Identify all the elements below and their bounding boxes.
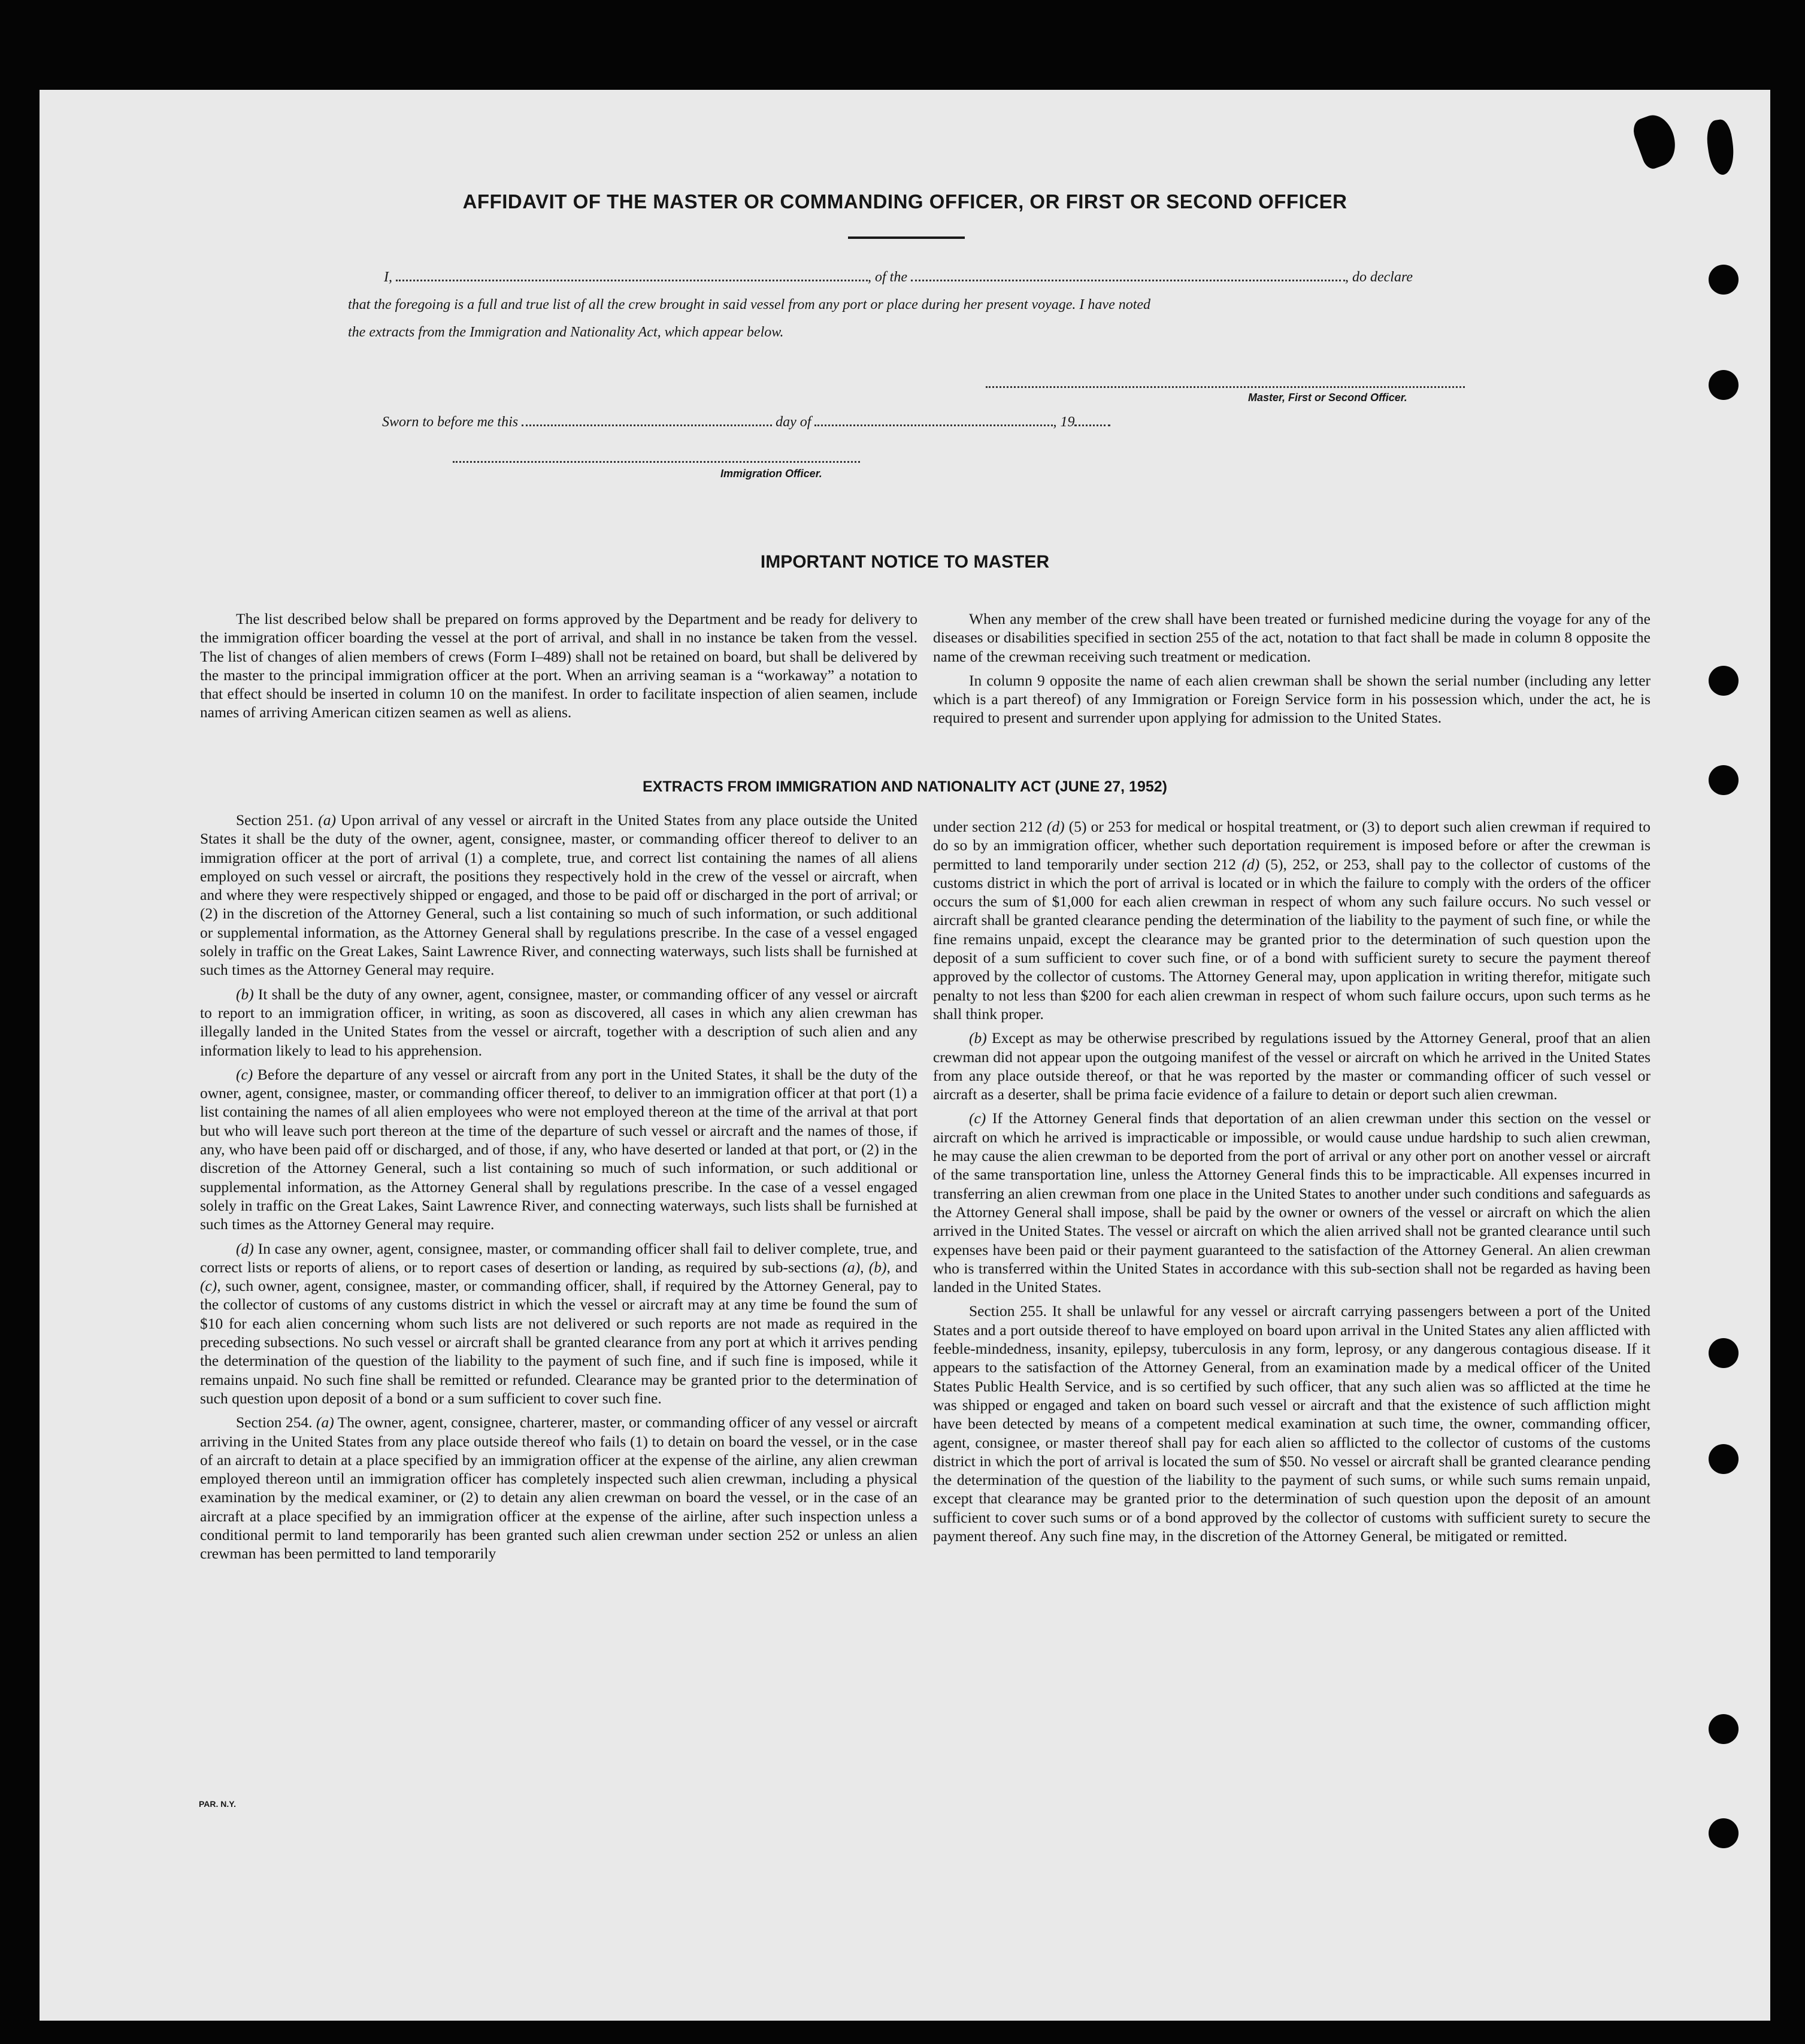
section-254-b [933,1029,1650,1103]
declaration-line-2: that the foregoing is a full and true list of all the crew brought in said vessel from any port or place during her present voyage. I have noted [348,297,1151,313]
sworn-month-field[interactable] [814,420,1053,426]
section-251-b-sub: (b) [236,985,254,1003]
notice-left-paragraph: The list described below shall be prepared on forms approved by the Department and be ready for delivery to the immigration officer boarding the vessel at the port of arrival, and shall in no instance be taken from the vessel. The list of changes of alien members of crews (Form I–489) shall not be retained on board, but shall be delivered by the master to the principal immigration officer at the port. When an arriving seaman is a “workaway” a notation to that effect should be inserted in column 10 on the manifest. In order to facilitate inspection of alien seamen, include names of arriving American citizen seamen as well as aliens. [200,610,917,721]
punch-hole-1 [1709,265,1739,295]
section-254-a-part-2 [933,817,1650,1023]
torn-mark-2 [1704,119,1737,177]
section-254-b-sub: (b) [969,1029,987,1047]
declaration-line-3: the extracts from the Immigration and Nationality Act, which appear below. [348,325,784,340]
immigration-officer-signature-line[interactable] [453,461,860,463]
section-251-d [200,1239,917,1408]
section-254-label: Section 254. [236,1414,313,1432]
section-254-a-cont-2: (5) or 253 for medical or hospital treatment, or (3) to deport such alien crewman if required to do so by an immigration officer, whether such deportation requirement is imposed before or after the crewman is permitted to land temporarily under section 212 [933,818,1651,873]
section-254-a-cont-3: (5), 252, or 253, shall pay to the collector of customs of the customs district in which the port of arrival is located or in which the failure to comply with the orders of the officer occurs the sum of $1,000 for each alien crewman in respect of whom any such failure occurs. No such vessel or aircraft shall be granted clearance pending the determination of the liability to the payment of such fine, or while the fine remains unpaid, except the clearance may be granted prior to the determination of such question upon the deposit of a sum sufficient to cover such fine, or of a bond with sufficient surety to secure the payment thereof approved by the collector of customs. The Attorney General may, upon application in writing therefor, mitigate such penalty to not less than $200 for each alien crewman in respect of whom such failure occurs, upon such terms as he shall think proper. [933,855,1650,1023]
sworn-text: Sworn to before me this [382,414,519,430]
section-255-label: Section 255. [969,1302,1047,1320]
notice-left-column [200,609,917,727]
section-251-b-text: It shall be the duty of any owner, agent, consignee, master, or commanding officer of any vessel or aircraft to report to an immigration officer, in writing, as soon as discovered, all cases in which any alien crewman has illegally landed in the United States from the vessel or aircraft, together with a description of such alien and any information likely to lead to his apprehension. [200,985,917,1059]
section-254-a-ref-d-1: (d) [1046,818,1065,835]
title-rule [848,236,965,239]
punch-hole-2 [1709,370,1739,400]
day-of-text: day of [776,414,811,430]
vessel-name-field[interactable] [911,275,1345,281]
do-declare-text: , do declare [1345,269,1413,285]
section-254-c-sub: (c) [969,1109,986,1127]
section-254-a-text: The owner, agent, consignee, charterer, master, or commanding officer of any vessel or aircraft arriving in the United States from any place outside thereof who fails (1) to detain on board the vessel, or in the case of an aircraft to detain at a place specified by an immigration officer at the expense of the airline, any alien crewman employed thereon until an immigration officer has completely inspected such alien crewman, including a physical examination by the medical examiner, or (2) to detain any alien crewman on board the vessel, or in the case of an aircraft at a place specified by an immigration officer at the expense of the airline, after such inspection unless a conditional permit to land temporarily has been granted such alien crewman under section 252 or unless an alien crewman has been permitted to land temporarily [200,1414,917,1563]
printer-mark: PAR. N.Y. [199,1799,236,1809]
extracts-heading: EXTRACTS FROM IMMIGRATION AND NATIONALITY ACT (JUNE 27, 1952) [643,778,1167,795]
section-254-a-ref-d-2: (d) [1241,855,1260,873]
sworn-date-field[interactable] [522,420,772,426]
punch-hole-4 [1709,765,1739,795]
section-255 [933,1302,1650,1545]
section-251-c [200,1065,917,1234]
of-the-text: , of the [868,269,907,285]
extracts-left-column [200,811,917,1569]
notice-right-paragraph-1: When any member of the crew shall have been treated or furnished medicine during the voyage for any of the diseases or disabilities specified in section 255 of the act, notation to that fact shall be made in column 8 opposite the name of the crewman receiving such treatment or medication. [933,610,1650,665]
punch-hole-6 [1709,1444,1739,1474]
torn-mark-1 [1630,110,1682,171]
section-251-c-text: Before the departure of any vessel or aircraft from any port in the United States, it shall be the duty of the owner, agent, consignee, master, or commanding officer thereof, to deliver to an immigration officer at that port (1) a list containing the names of all alien employees who were not employed thereon at the time of the arrival at that port but who will leave such port thereon at the time of the departure of such vessel or aircraft and the names of those, if any, who have been paid off or discharged, and of those, if any, who have deserted or landed at that port, or (2) in the discretion of the Attorney General, such a list containing so much of such information, or such additional or supplemental information, as the Attorney General shall by regulations prescribe. In the case of a vessel engaged solely in traffic on the Great Lakes, Saint Lawrence River, and connecting waterways, such lists shall be furnished at such times as the Attorney General may require. [200,1065,917,1233]
master-signature-line[interactable] [986,386,1465,388]
section-254-c [933,1109,1650,1296]
section-251-d-sep-2: , and [886,1258,917,1276]
section-251-d-ref-c: (c) [200,1277,217,1295]
punch-hole-3 [1709,666,1739,696]
section-254-a-part-1 [200,1413,917,1563]
section-251-d-sep-1: , [860,1258,864,1276]
section-251-d-sub: (d) [236,1239,254,1257]
punch-hole-7 [1709,1714,1739,1744]
section-254-a-sub: (a) [316,1414,334,1432]
section-251-a [200,811,917,979]
section-254-b-text: Except as may be otherwise prescribed by regulations issued by the Attorney General, proof that an alien crewman did not appear upon the outgoing manifest of the vessel or aircraft on which he arrived in the United States from any place outside thereof, or that he was reported by the master or commanding officer of such vessel or aircraft as a deserter, shall be prima facie evidence of a failure to detain or deport such alien crewman. [933,1029,1650,1103]
affidavit-title: AFFIDAVIT OF THE MASTER OR COMMANDING OFFICER, OR FIRST OR SECOND OFFICER [462,190,1347,213]
section-251-d-ref-a: (a) [842,1258,861,1276]
section-254-a-cont-1: under section 212 [933,818,1043,835]
notice-right-column [933,609,1650,733]
immigration-officer-caption: Immigration Officer. [720,468,822,480]
section-251-label: Section 251. [236,811,314,829]
notice-right-paragraph-2: In column 9 opposite the name of each alien crewman shall be shown the serial number (including any letter which is a part thereof) of any Immigration or Foreign Service form in his possession which, under the act, he is required to present and surrender upon applying for admission to the United States. [933,671,1650,727]
master-signature-caption: Master, First or Second Officer. [1248,392,1407,404]
extracts-right-column [933,817,1650,1551]
section-251-a-text: Upon arrival of any vessel or aircraft in the United States from any place outside the United States it shall be the duty of the owner, agent, consignee, master, or commanding officer thereof to deliver to an immigration officer at the port of arrival (1) a complete, true, and correct list containing the names of all aliens employed on such vessel or aircraft, the positions they respectively hold in the crew of the vessel or aircraft, when and where they were respectively shipped or engaged, and those to be paid off or discharged in the port of arrival; or (2) in the discretion of the Attorney General, such a list containing so much of such information, or such additional or supplemental information, as the Attorney General shall by regulations prescribe. In the case of a vessel engaged solely in traffic on the Great Lakes, Saint Lawrence River, and connecting waterways, such lists shall be furnished at such times as the Attorney General may require. [200,811,918,979]
section-254-c-text: If the Attorney General finds that deportation of an alien crewman under this section on the vessel or aircraft on which he arrived is impracticable or impossible, or would cause undue hardship to such alien crewman, he may cause the alien crewman to be deported from the port of arrival or any other port on another vessel or aircraft of the same transportation line, unless the Attorney General finds this to be impracticable. All expenses incurred in transferring an alien crewman from one place in the United States to another under such conditions and safeguards as the Attorney General shall impose, shall be paid by the owner or owners of the vessel or aircraft on which the alien arrived in the United States. The vessel or aircraft on which the alien arrived shall not be granted clearance until such expenses have been paid or their payment guaranteed to the satisfaction of the Attorney General. An alien crewman who is transferred within the United States in accordance with this sub-section shall not be regarded as having been landed in the United States. [933,1109,1650,1296]
section-251-d-text-1: In case any owner, agent, consignee, master, or commanding officer shall fail to deliver complete, true, and correct lists or reports of aliens, or to report cases of desertion or landing, as required by sub-sections [200,1239,918,1276]
section-251-c-sub: (c) [236,1065,253,1083]
section-251-a-sub: (a) [318,811,336,829]
section-251-b [200,985,917,1060]
section-251-d-text-2: , such owner, agent, consignee, master, or commanding officer, shall, if required by the Attorney General, pay to the collector of customs of any customs district in which the vessel or aircraft may at any time be found the sum of $10 for each alien concerning whom such lists are not delivered or such reports are not made as required in the preceding subsections. No such vessel or aircraft shall be granted clearance from any port at which it arrives pending the determination of the question of the liability to the payment of such fine, and if such fine is imposed, while it remains unpaid. No such fine shall be remitted or refunded. Clearance may be granted prior to the determination of such question upon deposit of a bond or a sum sufficient to cover such fine. [200,1277,917,1407]
declarant-name-field[interactable] [396,275,868,281]
document-page [40,90,1770,2021]
sworn-line [382,408,1280,436]
punch-hole-8 [1709,1818,1739,1848]
year-prefix-text: , 19 [1053,414,1075,430]
section-255-text: It shall be unlawful for any vessel or aircraft carrying passengers between a port of the United States and a port outside thereof to have employed on board upon arrival in the United States any alien afflicted with feeble-mindedness, insanity, epilepsy, tuberculosis in any form, leprosy, or any dangerous contagious disease. If it appears to the satisfaction of the Attorney General, from an examination made by a medical officer of the United States Public Health Service, and is so certified by such officer, that any such alien was so afflicted at the time he was shipped or engaged and taken on board such vessel or aircraft and that the existence of such affliction might have been detected by means of a competent medical examination at such time, the owner, commanding officer, agent, consignee, or master thereof shall pay for each alien so afflicted to the collector of customs of the customs district in which the port of arrival is located the sum of $50. No vessel or aircraft shall be granted clearance pending the determination of the question of the liability to the payment of such sums, or while such sums remain unpaid, except that clearance may be granted prior to the determination of such question upon the deposit of an amount sufficient to cover such sums or of a bond approved by the collector of customs with sufficient surety to secure the payment thereof. Any such fine may, in the discretion of the Attorney General, be mitigated or remitted. [933,1302,1650,1545]
notice-heading: IMPORTANT NOTICE TO MASTER [760,552,1050,572]
sworn-year-field[interactable] [1074,420,1110,426]
section-251-d-ref-b: (b) [868,1258,887,1276]
declaration-line-1 [384,263,1510,291]
punch-hole-5 [1709,1338,1739,1368]
declarant-i: I, [384,269,392,285]
